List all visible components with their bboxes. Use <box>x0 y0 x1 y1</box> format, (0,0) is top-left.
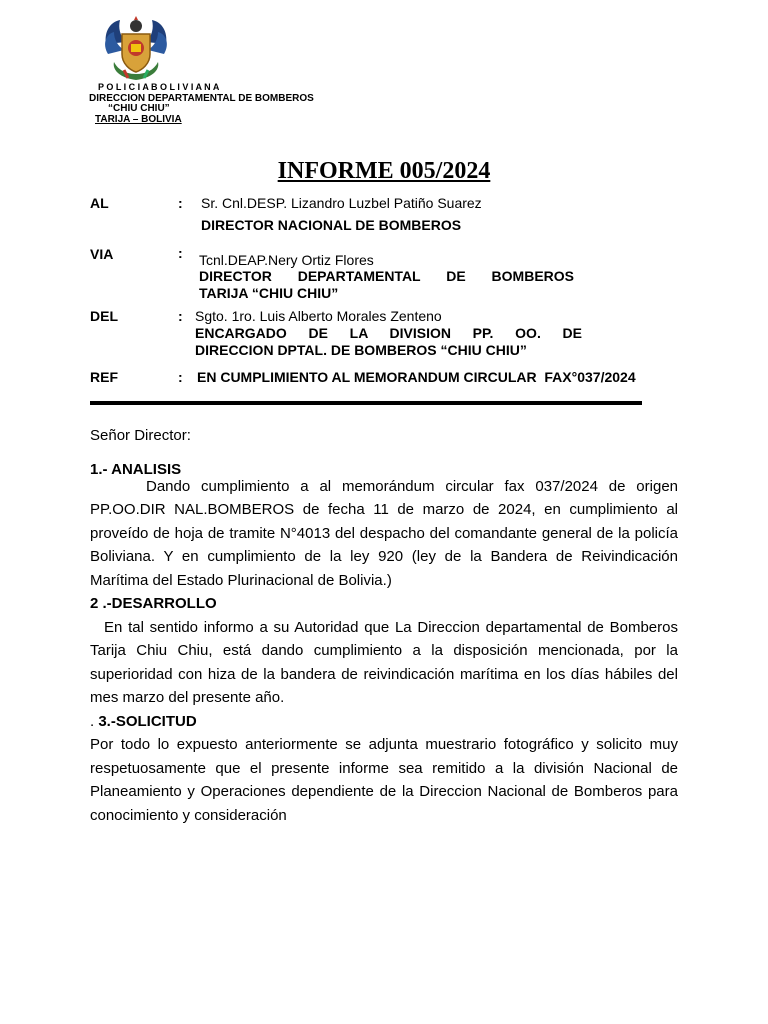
section-analisis-text <box>90 475 678 593</box>
al-name: Sr. Cnl.DESP. Lizandro Luzbel Patiño Suarez <box>201 195 482 211</box>
ref-label: REF <box>90 369 118 385</box>
section-solicitud-prefix: . <box>90 712 99 730</box>
via-position: DIRECTOR DEPARTAMENTAL DE BOMBEROS <box>199 268 574 284</box>
section-solicitud-text <box>90 733 678 827</box>
org-department: DIRECCION DEPARTAMENTAL DE BOMBEROS <box>89 93 314 104</box>
section-solicitud-title: 3.-SOLICITUD <box>98 712 197 730</box>
org-location: TARIJA – BOLIVIA <box>95 114 182 125</box>
al-colon: : <box>178 195 183 211</box>
section-desarrollo-text <box>90 616 678 710</box>
del-colon: : <box>178 308 183 324</box>
org-unit: “CHIU CHIU” <box>108 103 170 114</box>
section-analisis-content: Dando cumplimiento a al memorándum circular fax 037/2024 de origen PP.OO.DIR NAL.BOMBEROS de fecha 11 de marzo de 2024, en cumplimiento al proveído de hoja de tramite N°4013 del despacho del comandante general de la policía Boliviana. Y en cumplimiento de la ley 920 (ley de la Bandera de Reivindicación Marítima del Estado Plurinacional de Bolivia.) <box>90 477 678 589</box>
org-name: P O L I C I A B O L I V I A N A <box>98 82 220 92</box>
section-analisis-heading: 1.- ANALISIS <box>90 460 182 478</box>
ref-colon: : <box>178 369 183 385</box>
del-unit: DIRECCION DPTAL. DE BOMBEROS “CHIU CHIU” <box>195 342 527 358</box>
ref-subject: EN CUMPLIMIENTO AL MEMORANDUM CIRCULAR FAX°037/2024 <box>197 369 636 385</box>
via-label: VIA <box>90 246 114 262</box>
police-emblem-icon <box>98 14 174 82</box>
via-unit: TARIJA “CHIU CHIU” <box>199 285 339 301</box>
via-colon: : <box>178 245 183 261</box>
section-solicitud-heading <box>90 710 678 734</box>
del-label: DEL <box>90 308 118 324</box>
letter-body <box>90 424 678 827</box>
via-name: Tcnl.DEAP.Nery Ortiz Flores <box>199 252 374 268</box>
del-name: Sgto. 1ro. Luis Alberto Morales Zenteno <box>195 308 442 324</box>
section-solicitud-content: Por todo lo expuesto anteriormente se adjunta muestrario fotográfico y solicito muy respetuosamente que el presente informe sea remitido a la división Nacional de Planeamiento y Operaciones dependiente de la Direccion Nacional de Bomberos para conocimiento y consideración <box>90 736 678 824</box>
report-title: INFORME 005/2024 <box>277 158 491 184</box>
al-position: DIRECTOR NACIONAL DE BOMBEROS <box>201 217 462 233</box>
del-position: ENCARGADO DE LA DIVISION PP. OO. DE <box>195 325 582 341</box>
salutation: Señor Director: <box>90 427 191 444</box>
section-desarrollo-heading: 2 .-DESARROLLO <box>90 595 217 612</box>
al-label: AL <box>90 195 109 211</box>
section-desarrollo-content: En tal sentido informo a su Autoridad que La Direccion departamental de Bomberos Tarija Chiu Chiu, está dando cumplimiento a la disposición mencionada, por la superioridad con hiza de la bandera de reivindicación marítima en los días hábiles del mes marzo del presente año. <box>90 618 678 706</box>
separator-rule <box>90 401 642 405</box>
